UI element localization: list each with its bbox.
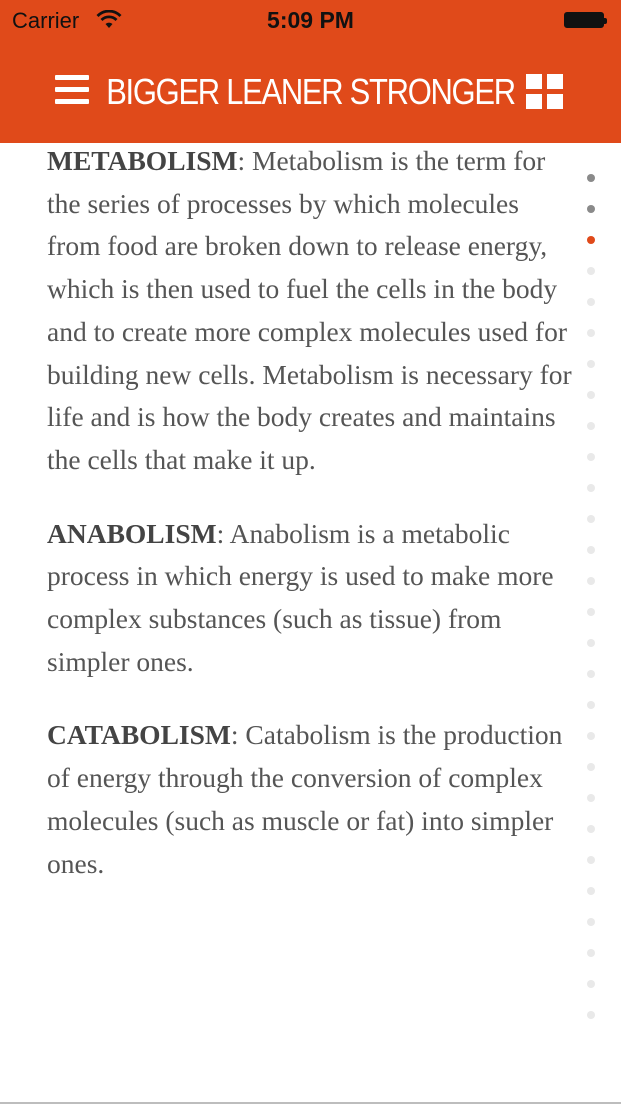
status-time: 5:09 PM (267, 7, 354, 33)
term-label: METABOLISM (47, 145, 238, 176)
page-dot[interactable] (587, 298, 595, 306)
page-dot[interactable] (587, 577, 595, 585)
carrier-label: Carrier (12, 8, 80, 33)
glossary-content (47, 140, 577, 916)
app-header (0, 0, 621, 143)
page-dot[interactable] (587, 484, 595, 492)
term-definition: : Metabolism is the term for the series of processes by which molecules from food are broken down to release energy, which is then used to fuel the cells in the body and to create more complex molecules used for building new cells. Metabolism is necessary for life and is how the body creates and maintains the cells that make it up. (47, 145, 572, 475)
page-dot[interactable] (587, 887, 595, 895)
page-dot[interactable] (587, 825, 595, 833)
page-dot[interactable] (587, 670, 595, 678)
term-label: CATABOLISM (47, 719, 231, 751)
grid-icon[interactable] (526, 74, 563, 109)
page-dot[interactable] (587, 794, 595, 802)
page-dot[interactable] (587, 422, 595, 430)
page-dot[interactable] (587, 391, 595, 399)
battery-icon (564, 12, 604, 28)
page-dot[interactable] (587, 267, 595, 275)
term-label: ANABOLISM (47, 517, 217, 549)
page-dot[interactable] (587, 856, 595, 864)
page-dot[interactable] (587, 732, 595, 740)
page-dot[interactable] (587, 174, 595, 182)
glossary-entry-catabolism (47, 714, 577, 885)
page-dot[interactable] (587, 360, 595, 368)
page-dot[interactable] (587, 546, 595, 554)
page-dot[interactable] (587, 980, 595, 988)
term-definition: : Anabolism is a metabolic process in which energy is used to make more complex substances (such as tissue) from simpler ones. (47, 517, 554, 677)
page-dot[interactable] (587, 701, 595, 709)
term-definition: : Catabolism is the production of energy through the conversion of complex molecules (such as muscle or fat) into simpler ones. (47, 719, 563, 879)
page-dot[interactable] (587, 453, 595, 461)
page-dot[interactable] (587, 1011, 595, 1019)
page-dot[interactable] (587, 608, 595, 616)
nav-bar (0, 40, 621, 143)
page-dot[interactable] (587, 949, 595, 957)
glossary-entry-anabolism (47, 513, 577, 684)
status-bar (0, 0, 621, 40)
page-dot[interactable] (587, 763, 595, 771)
app-title: BIGGER LEANER STRONGER (106, 71, 515, 112)
page-dot[interactable] (587, 515, 595, 523)
page-dot[interactable] (587, 639, 595, 647)
glossary-entry-metabolism (47, 140, 577, 482)
page-dot[interactable] (587, 236, 595, 244)
page-dot[interactable] (587, 205, 595, 213)
page-dot[interactable] (587, 329, 595, 337)
page-dot[interactable] (587, 918, 595, 926)
